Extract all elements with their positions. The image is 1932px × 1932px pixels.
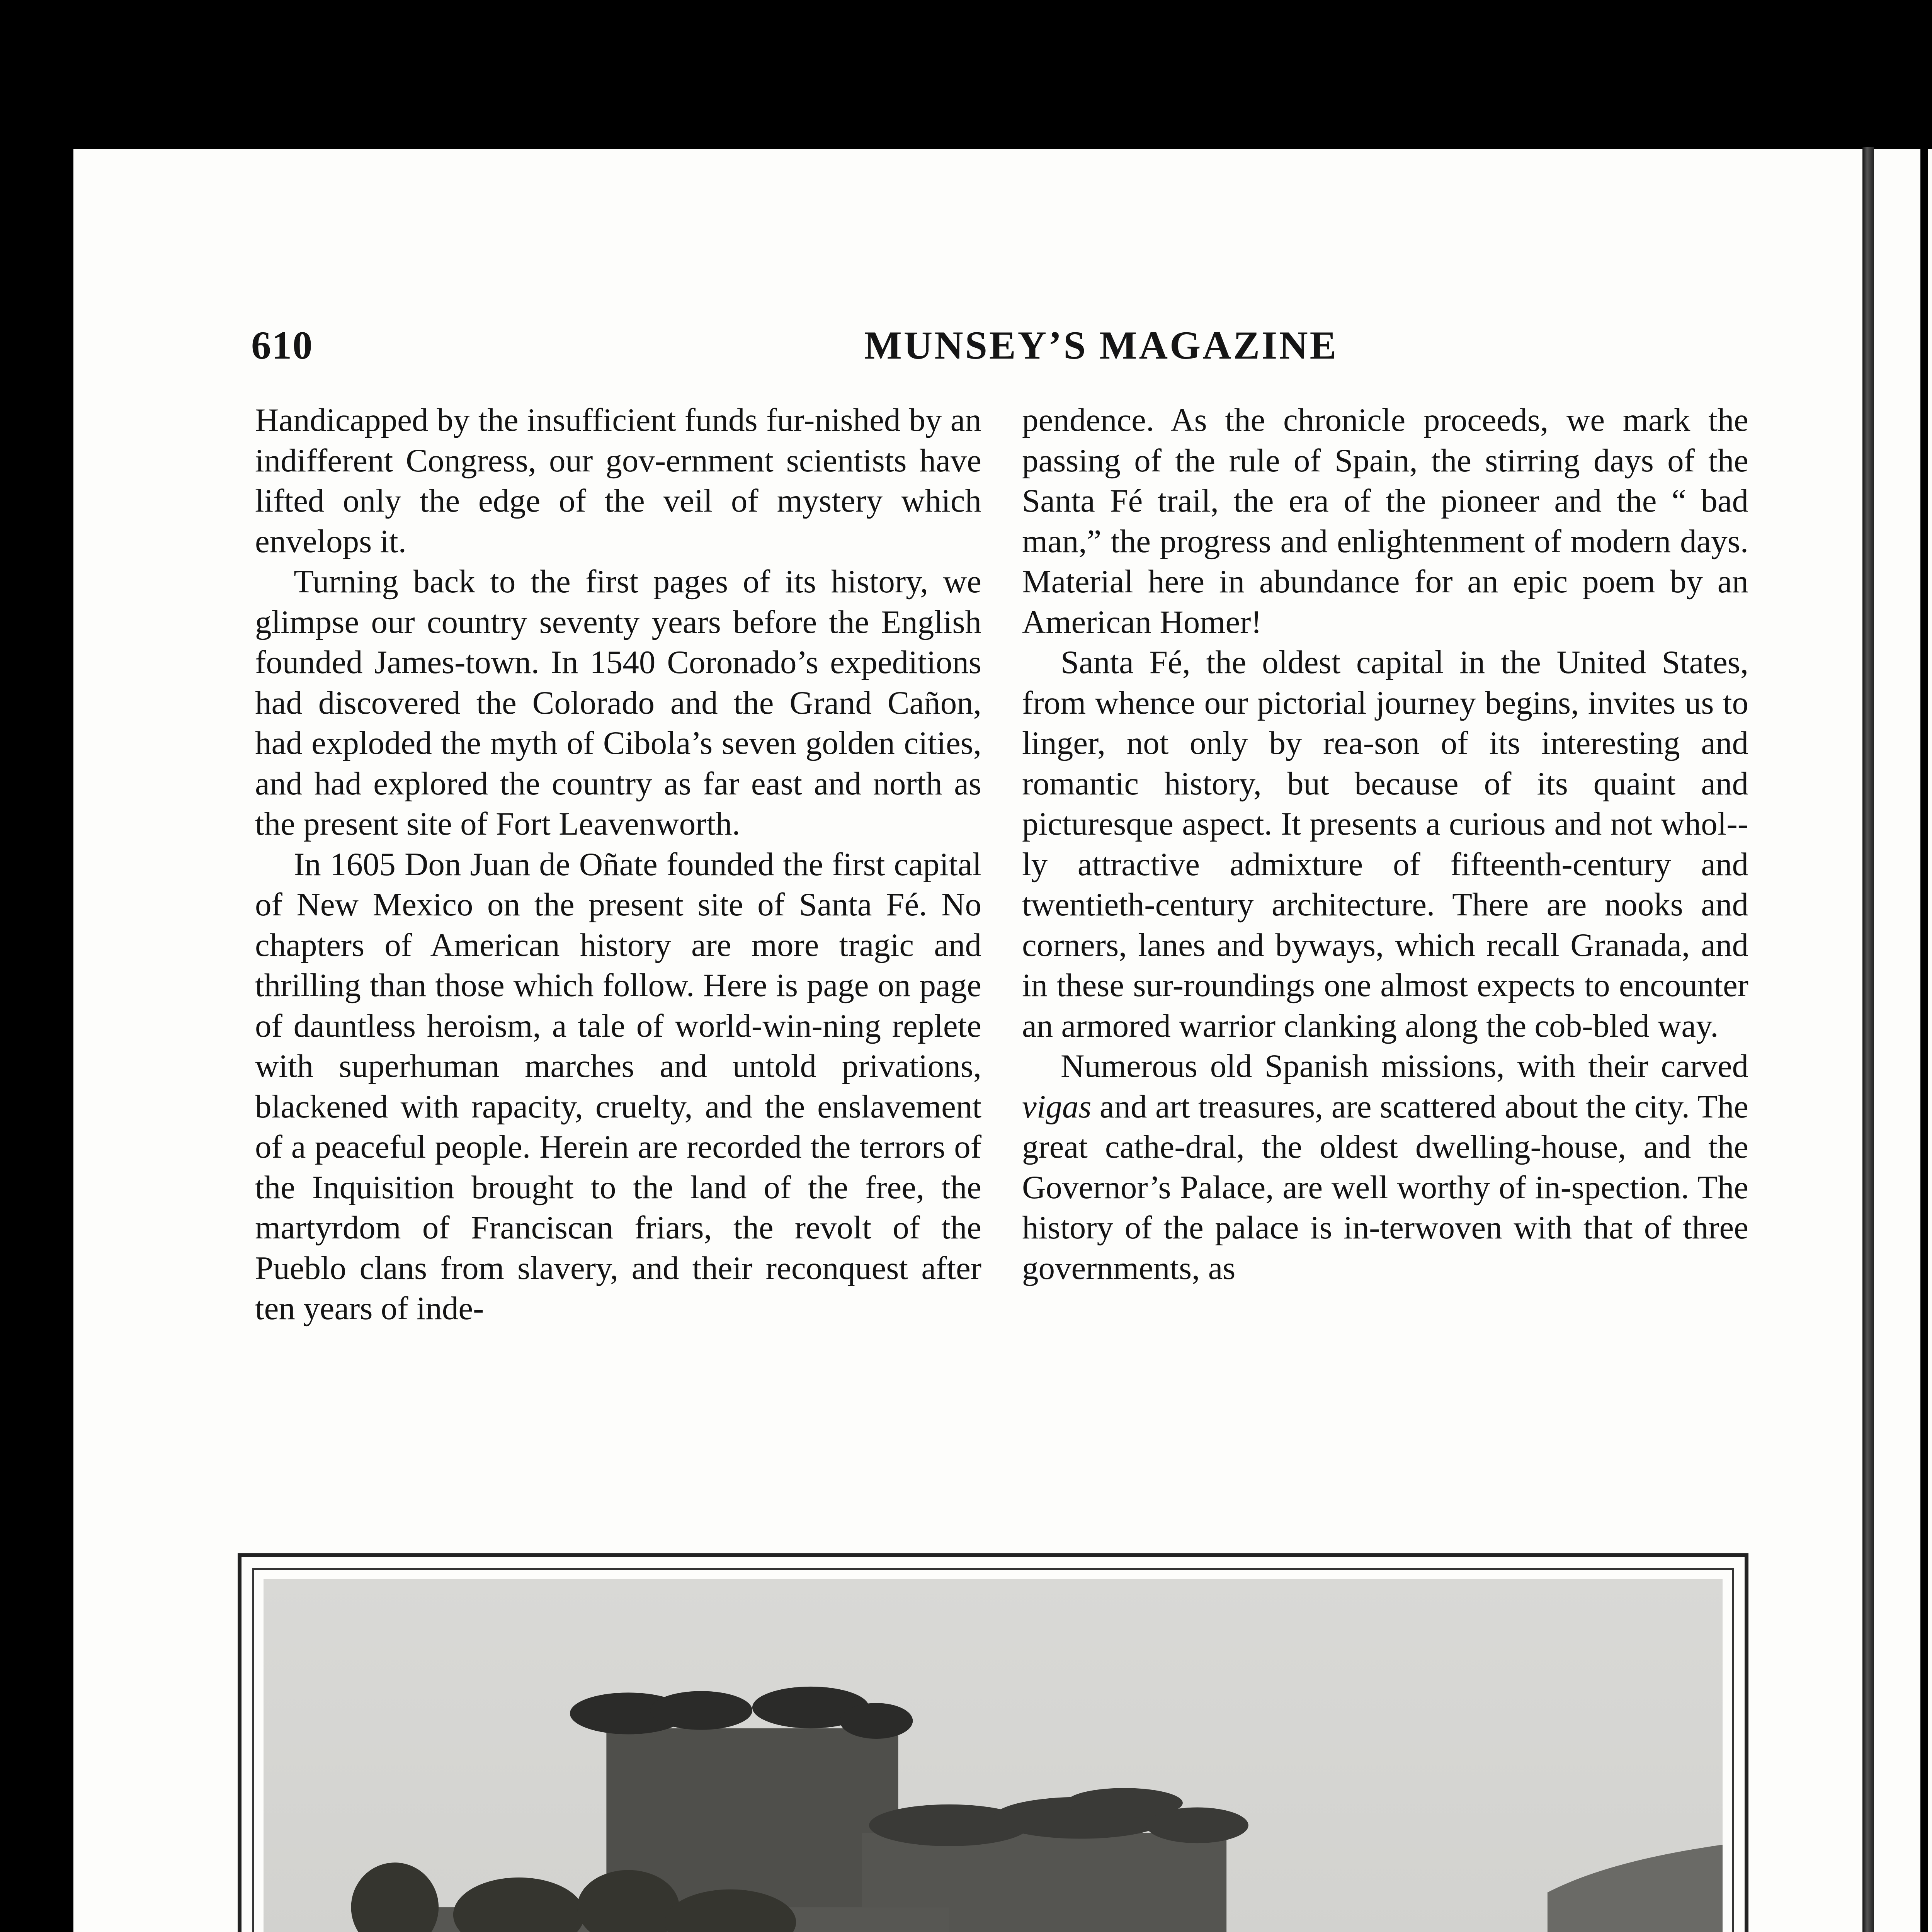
paragraph [1022,1046,1748,1288]
page-gutter-shadow [1862,147,1874,1932]
text-run: Numerous old Spanish missions, with their carved [1061,1048,1748,1084]
paragraph: Santa Fé, the oldest capital in the United States, from whence our pictorial journey begins, invites us to linger, not only by rea-son of its interesting and romantic history, but because of its quaint and picturesque aspect. It presents a curious and not whol-ly attractive admixture of fifteenth-century and twentieth-century architecture. There are nooks and corners, lanes and byways, which recall Granada, and in these sur-roundings one almost expects to encounter an armored warrior clanking along the cob-bled way. [1022,644,1748,1044]
magazine-title: MUNSEY’S MAGAZINE [864,323,1338,367]
taos-pueblo-photo [264,1579,1723,1932]
left-text-column [255,400,981,1329]
page-number: 610 [251,323,313,367]
text-run: and art treasures, are scattered about the city. The great cathe-dral, the oldest dwelling-house, and the Governor’s Palace, are well worthy of in-spection. The history of the palace is in-terwoven with that of three governments, as [1022,1088,1748,1286]
running-head [251,323,1750,373]
photo-frame [238,1553,1748,1932]
italic-term: vigas [1022,1088,1092,1125]
paragraph: Turning back to the first pages of its history, we glimpse our country seventy years before the English founded James-town. In 1540 Coronado’s expeditions had discovered the Colorado and the Grand Cañon, had exploded the myth of Cibola’s seven golden cities, and had explored the country as far east and north as the present site of Fort Leavenworth. [255,563,981,842]
next-page-edge [1928,149,1932,1932]
right-text-column [1022,400,1748,1288]
paragraph: pendence. As the chronicle proceeds, we mark the passing of the rule of Spain, the stirring days of the Santa Fé trail, the era of the pioneer and the “ bad man,” the progress and enlightenment of modern days. Material here in abundance for an epic poem by an American Homer! [1022,402,1748,640]
paragraph: In 1605 Don Juan de Oñate founded the first capital of New Mexico on the present site of Santa Fé. No chapters of American history are more tragic and thrilling than those which follow. Here is page on page of dauntless heroism, a tale of world-win-ning replete with superhuman marches and untold privations, blackened with rapacity, cruelty, and the enslavement of a peaceful people. Herein are recorded the terrors of the Inquisition brought to the land of the free, the martyrdom of Franciscan friars, the revolt of the Pueblo clans from slavery, and their reconquest after ten years of inde- [255,846,981,1327]
photo-inner-frame [252,1568,1734,1932]
paragraph: Handicapped by the insufficient funds fur-nished by an indifferent Congress, our gov-ernment scientists have lifted only the edge of the veil of mystery which envelops it. [255,402,981,560]
